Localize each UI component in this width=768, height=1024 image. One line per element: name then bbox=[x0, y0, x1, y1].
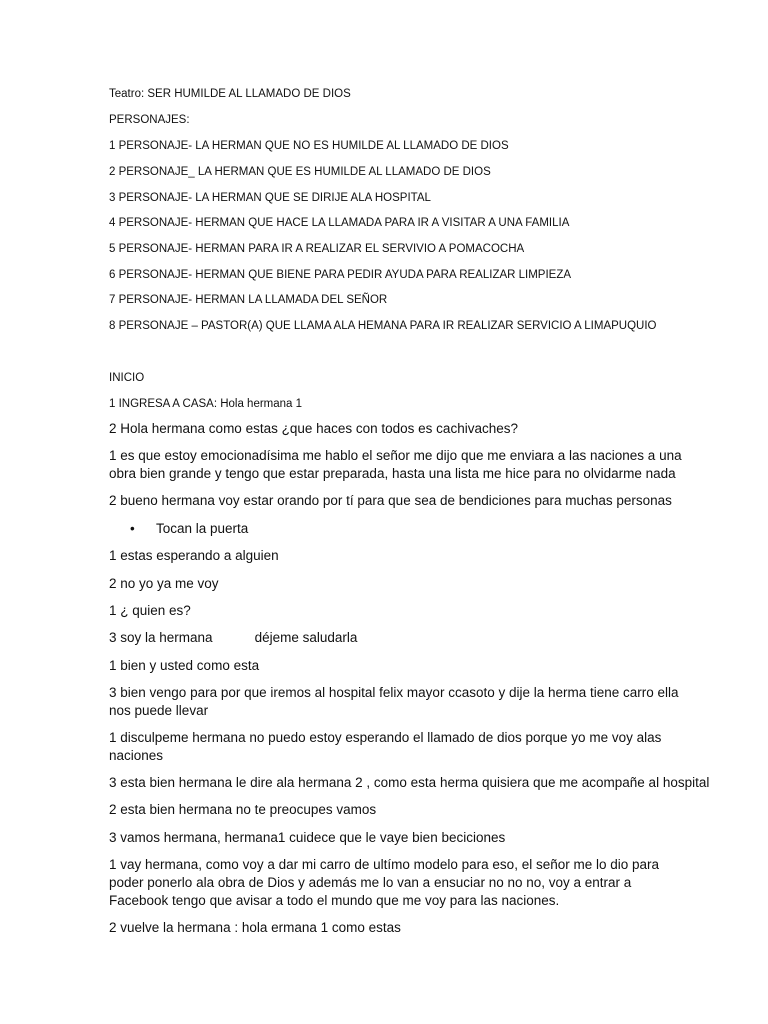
script-line: 3 vamos hermana, hermana1 cuidece que le vaye bien beciciones bbox=[109, 830, 506, 845]
script-line: 1 ¿ quien es? bbox=[109, 603, 191, 618]
script-line: 2 bueno hermana voy estar orando por tí para que sea de bendiciones para muchas personas bbox=[109, 493, 672, 508]
bullet-icon: • bbox=[130, 521, 135, 536]
character-2: 2 PERSONAJE_ LA HERMAN QUE ES HUMILDE AL LLAMADO DE DIOS bbox=[109, 166, 491, 178]
script-line: 1 bien y usted como esta bbox=[109, 658, 260, 673]
character-6: 6 PERSONAJE- HERMAN QUE BIENE PARA PEDIR AYUDA PARA REALIZAR LIMPIEZA bbox=[109, 269, 572, 281]
script-line: 3 bien vengo para por que iremos al hospital felix mayor ccasoto y dije la herma tiene carro ella nos puede llevar bbox=[109, 685, 679, 718]
script-line: 1 estas esperando a alguien bbox=[109, 548, 279, 563]
character-3: 3 PERSONAJE- LA HERMAN QUE SE DIRIJE ALA HOSPITAL bbox=[109, 192, 431, 204]
script-line: 2 esta bien hermana no te preocupes vamos bbox=[109, 802, 377, 817]
script-line: 1 es que estoy emocionadísima me hablo el señor me dijo que me enviara a las naciones a una obra bien grande y tengo que estar preparada, hasta una lista me hice para no olvidarme nada bbox=[109, 448, 682, 481]
inicio-heading: INICIO bbox=[109, 372, 145, 384]
script-line: 2 Hola hermana como estas ¿que haces con todos es cachivaches? bbox=[109, 421, 518, 436]
script-line: 1 INGRESA A CASA: Hola hermana 1 bbox=[109, 398, 303, 410]
character-7: 7 PERSONAJE- HERMAN LA LLAMADA DEL SEÑOR bbox=[109, 294, 388, 306]
script-line: 2 vuelve la hermana : hola ermana 1 como estas bbox=[109, 920, 401, 935]
character-8: 8 PERSONAJE – PASTOR(A) QUE LLAMA ALA HEMANA PARA IR REALIZAR SERVICIO A LIMAPUQUIO bbox=[109, 320, 657, 332]
script-line: 1 disculpeme hermana no puedo estoy esperando el llamado de dios porque yo me voy alas naciones bbox=[109, 730, 662, 763]
script-line: 1 vay hermana, como voy a dar mi carro de ultímo modelo para eso, el señor me lo dio para poder ponerlo ala obra de Dios y además me lo van a ensuciar no no no, voy a entrar a Facebook tengo que avisar a todo el mundo que me voy para las naciones. bbox=[109, 857, 660, 908]
script-line bbox=[109, 629, 357, 647]
script-line: 2 no yo ya me voy bbox=[109, 576, 219, 591]
play-title: Teatro: SER HUMILDE AL LLAMADO DE DIOS bbox=[109, 88, 351, 100]
stage-direction: Tocan la puerta bbox=[156, 521, 249, 536]
script-line-part: 3 soy la hermana bbox=[109, 630, 213, 645]
character-1: 1 PERSONAJE- LA HERMAN QUE NO ES HUMILDE AL LLAMADO DE DIOS bbox=[109, 140, 509, 152]
script-line: 3 esta bien hermana le dire ala hermana 2 , como esta herma quisiera que me acompañe al hospital bbox=[109, 775, 710, 790]
character-4: 4 PERSONAJE- HERMAN QUE HACE LA LLAMADA PARA IR A VISITAR A UNA FAMILIA bbox=[109, 217, 570, 229]
personajes-heading: PERSONAJES: bbox=[109, 114, 190, 126]
character-5: 5 PERSONAJE- HERMAN PARA IR A REALIZAR EL SERVIVIO A POMACOCHA bbox=[109, 243, 525, 255]
script-line-part: déjeme saludarla bbox=[254, 630, 358, 645]
